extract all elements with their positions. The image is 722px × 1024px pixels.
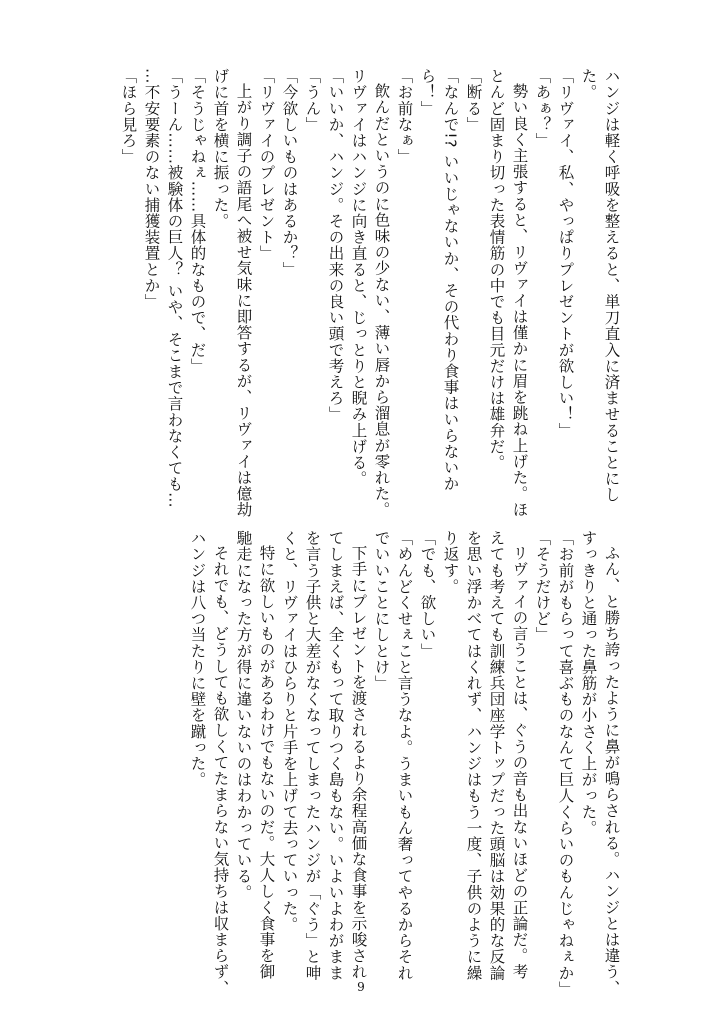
text-column: た。 — [579, 68, 598, 101]
text-column: 「そうだけど」 — [533, 530, 552, 643]
text-column: 「お前なぁ」 — [395, 68, 414, 165]
text-column: てしまえば、全くもって取りつく島もない。いよいよわがまま — [326, 530, 345, 981]
text-column: リヴァイの言うことは、ぐうの音も出ないほどの正論だ。考 — [510, 545, 529, 980]
text-column: ハンジは軽く呼吸を整えると、単刀直入に済ませることにし — [602, 68, 621, 503]
page-number: 9 — [357, 980, 365, 994]
text-column: を思い浮かべてはくれず、ハンジはもう一度、子供のように繰 — [464, 530, 483, 981]
text-column: 「でも、欲しい」 — [418, 530, 437, 659]
text-column: 勢い良く主張すると、リヴァイは僅かに眉を跳ね上げた。ほ — [510, 83, 529, 518]
text-column: 「リヴァイのプレゼント」 — [257, 68, 276, 262]
text-column: でいいことにしとけ」 — [372, 530, 391, 691]
text-column: 飲んだというのに色味の少ない、薄い唇から溜息が零れた。 — [372, 83, 391, 518]
text-column: 「お前がもらって喜ぶものなんて巨人くらいのもんじゃねぇか」 — [556, 530, 575, 997]
text-column: それでも、どうしても欲しくてたまらない気持ちは収まらず、 — [211, 545, 230, 996]
text-column: 上がり調子の語尾へ被せ気味に即答するが、リヴァイは億劫 — [234, 83, 253, 518]
text-column: 「めんどくせぇこと言うなよ。うまいもん奢ってやるからそれ — [395, 530, 414, 981]
text-column: 馳走になった方が得に違いないのはわかっている。 — [234, 530, 253, 901]
text-column: り返す。 — [441, 530, 460, 595]
text-column: 特に欲しいものがあるわけでもないのだ。大人しく食事を御 — [257, 545, 276, 980]
text-column: 「ほら見ろ」 — [119, 68, 138, 165]
text-column: 「そうじゃねぇ……具体的なもので、だ」 — [188, 68, 207, 374]
text-column: くと、リヴァイはひらりと片手を上げて去っていった。 — [280, 530, 299, 933]
text-column: 「なんで!? いいじゃないか、その代わり食事はいらないか — [441, 68, 460, 492]
text-column: げに首を横に振った。 — [211, 68, 230, 229]
text-column: 「あぁ？」 — [533, 68, 552, 149]
text-column: …不安要素のない捕獲装置とか」 — [142, 68, 161, 310]
text-column: ハンジは八つ当たりに壁を蹴った。 — [188, 530, 207, 788]
text-column: 「リヴァイ、私、やっぱりプレゼントが欲しい！」 — [556, 68, 575, 439]
text-column: 下手にプレゼントを渡されるより余程高価な食事を示唆され — [349, 545, 368, 980]
text-column: 「今欲しいものはあるか？」 — [280, 68, 299, 278]
text-column: 「うーん……被験体の巨人？ いや、そこまで言わなくても… — [165, 68, 184, 509]
text-column: ふん、と勝ち誇ったように鼻が鳴らされる。ハンジとは違う、 — [602, 545, 621, 996]
text-column: 「うん」 — [303, 68, 322, 133]
text-column: えても考えても訓練兵団座学トップだった頭脳は効果的な反論 — [487, 530, 506, 981]
text-column: を言う子供と大差がなくなってしまったハンジが「ぐう」と呻 — [303, 530, 322, 981]
text-column: リヴァイはハンジに向き直ると、じっとりと睨み上げる。 — [349, 68, 368, 487]
text-column: 「いいか、ハンジ。その出来の良い頭で考えろ」 — [326, 68, 345, 423]
text-column: ら！」 — [418, 68, 437, 117]
text-column: とんど固まり切った表情筋の中でも目元だけは雄弁だ。 — [487, 68, 506, 471]
text-column: 「断る」 — [464, 68, 483, 133]
text-column: すっきりと通った鼻筋が小さく上がった。 — [579, 530, 598, 836]
